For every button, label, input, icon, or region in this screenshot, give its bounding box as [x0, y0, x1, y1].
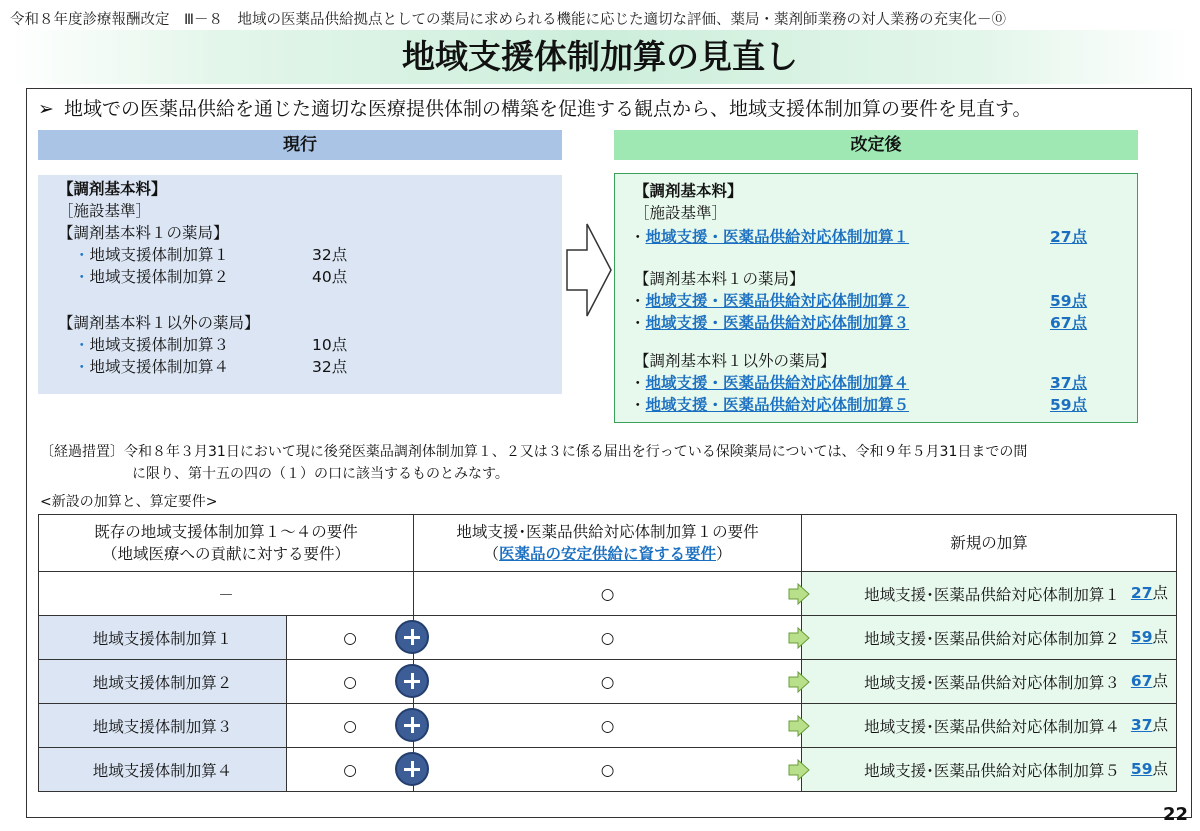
new-addition-name: 地域支援･医薬品供給対応体制加算２ [864, 629, 1120, 648]
revised-item-3-points: 67点 [1050, 314, 1088, 332]
transitional-note-line1: 〔経過措置〕令和８年３月31日において現に後発医薬品調剤体制加算１、２又は３に係る届出を行っている保険薬局については、令和９年５月31日までの間 [40, 444, 1028, 460]
revised-l2: ［施設基準］ [634, 204, 728, 222]
new-addition-points: 59点 [1130, 628, 1169, 646]
existing-cell: － [39, 572, 414, 616]
header-existing-line1: 既存の地域支援体制加算１～４の要件 [94, 523, 358, 541]
page-title: 地域支援体制加算の見直し [402, 37, 798, 76]
supply-requirement-mark: ○ [414, 748, 802, 792]
revised-item-2-name: 地域支援・医薬品供給対応体制加算２ [645, 292, 910, 310]
revised-l3: 【調剤基本料１の薬局】 [634, 270, 805, 288]
current-item-4 [74, 356, 229, 378]
lead-text: 地域での医薬品供給を通じた適切な医療提供体制の構築を促進する観点から、地域支援体制加算の要件を見直す。 [64, 98, 1032, 120]
new-addition-cell [802, 748, 1177, 792]
current-item-3 [74, 334, 229, 356]
revised-item-1-points: 27点 [1050, 228, 1088, 246]
header-new-addition: 新規の加算 [802, 515, 1177, 572]
bullet-dot-icon: ・ [74, 336, 90, 354]
current-l4: 【調剤基本料１以外の薬局】 [58, 314, 260, 332]
plus-circle-icon [395, 752, 429, 786]
new-addition-cell [802, 704, 1177, 748]
current-l3: 【調剤基本料１の薬局】 [58, 224, 229, 242]
supply-requirement-mark: ○ [414, 572, 802, 616]
new-addition-name: 地域支援･医薬品供給対応体制加算１ [864, 585, 1120, 604]
bullet-dot-icon: ・ [74, 358, 90, 376]
current-item-2-points: 40点 [312, 268, 348, 286]
new-addition-cell [802, 660, 1177, 704]
bullet-dot-icon: ・ [630, 396, 646, 414]
revised-item-2 [630, 290, 909, 312]
new-addition-points: 67点 [1130, 672, 1169, 690]
supply-requirement-mark: ○ [414, 660, 802, 704]
lead-statement [38, 94, 1031, 121]
new-addition-name: 地域支援･医薬品供給対応体制加算５ [864, 761, 1120, 780]
stable-supply-link: 医薬品の安定供給に資する要件 [499, 545, 717, 563]
plus-circle-icon [395, 664, 429, 698]
bullet-dot-icon: ・ [74, 246, 90, 264]
revised-item-4-points: 37点 [1050, 374, 1088, 392]
table-row [39, 572, 1177, 616]
page-number: 22 [1162, 804, 1188, 825]
current-l1: 【調剤基本料】 [58, 180, 167, 198]
existing-cell: 地域支援体制加算３ [39, 704, 287, 748]
revised-item-4 [630, 372, 909, 394]
existing-cell: 地域支援体制加算４ [39, 748, 287, 792]
plus-circle-icon [395, 708, 429, 742]
table-caption: <新設の加算と、算定要件> [40, 494, 218, 510]
current-item-4-points: 32点 [312, 358, 348, 376]
revised-item-5-points: 59点 [1050, 396, 1088, 414]
existing-cell: 地域支援体制加算２ [39, 660, 287, 704]
new-addition-cell [802, 616, 1177, 660]
revised-item-4-name: 地域支援・医薬品供給対応体制加算４ [645, 374, 910, 392]
header-supply-line1: 地域支援･医薬品供給対応体制加算１の要件 [456, 523, 759, 541]
bullet-dot-icon: ・ [630, 314, 646, 332]
header-supply-line2: （医薬品の安定供給に資する要件） [483, 545, 732, 563]
current-item-3-name: 地域支援体制加算３ [89, 336, 230, 354]
supply-requirement-mark: ○ [414, 616, 802, 660]
new-addition-points: 37点 [1130, 716, 1169, 734]
existing-requirement-mark: ○ [287, 704, 414, 748]
revised-item-2-points: 59点 [1050, 292, 1088, 310]
revised-l4: 【調剤基本料１以外の薬局】 [634, 352, 836, 370]
revised-item-5 [630, 394, 909, 416]
bullet-dot-icon: ・ [74, 268, 90, 286]
bullet-arrow-icon: ➢ [38, 98, 54, 120]
new-addition-points: 59点 [1130, 760, 1169, 778]
table-row [39, 616, 1177, 660]
new-addition-points: 27点 [1130, 584, 1169, 602]
breadcrumb: 令和８年度診療報酬改定 Ⅲ－８ 地域の医薬品供給拠点としての薬局に求められる機能に応じた適切な評価、薬局・薬剤師業務の対人業務の充実化－⓪ [10, 12, 1006, 28]
new-addition-name: 地域支援･医薬品供給対応体制加算４ [864, 717, 1120, 736]
bullet-dot-icon: ・ [630, 228, 646, 246]
new-addition-name: 地域支援･医薬品供給対応体制加算３ [864, 673, 1120, 692]
existing-requirement-mark: ○ [287, 660, 414, 704]
table-header-row [39, 515, 1177, 572]
current-item-2-name: 地域支援体制加算２ [89, 268, 230, 286]
current-item-3-points: 10点 [312, 336, 348, 354]
requirements-table [38, 514, 1177, 792]
row-arrow-icon [788, 583, 810, 605]
header-existing-line2: （地域医療への貢献に対する要件） [102, 545, 351, 563]
header-supply-requirements [414, 515, 802, 572]
table-row [39, 748, 1177, 792]
revised-item-1-name: 地域支援・医薬品供給対応体制加算１ [645, 228, 910, 246]
table-row [39, 704, 1177, 748]
current-item-4-name: 地域支援体制加算４ [89, 358, 230, 376]
transitional-note-line2: に限り、第十五の四の（１）の口に該当するものとみなす。 [132, 466, 509, 482]
bullet-dot-icon: ・ [630, 374, 646, 392]
existing-requirement-mark: ○ [287, 748, 414, 792]
current-item-2 [74, 266, 229, 288]
current-item-1-name: 地域支援体制加算１ [89, 246, 230, 264]
revised-item-3 [630, 312, 909, 334]
table-row [39, 660, 1177, 704]
transition-arrow-icon [565, 220, 613, 320]
revised-l1: 【調剤基本料】 [634, 182, 743, 200]
existing-requirement-mark: ○ [287, 616, 414, 660]
current-item-1-points: 32点 [312, 246, 348, 264]
revised-item-5-name: 地域支援・医薬品供給対応体制加算５ [645, 396, 910, 414]
header-existing-requirements [39, 515, 414, 572]
current-l2: ［施設基準］ [58, 202, 152, 220]
revised-item-3-name: 地域支援・医薬品供給対応体制加算３ [645, 314, 910, 332]
current-item-1 [74, 244, 229, 266]
revised-item-1 [630, 226, 909, 248]
row-arrow-icon [788, 627, 810, 649]
plus-circle-icon [395, 620, 429, 654]
bullet-dot-icon: ・ [630, 292, 646, 310]
row-arrow-icon [788, 715, 810, 737]
revised-heading: 改定後 [614, 130, 1138, 160]
current-heading: 現行 [38, 130, 562, 160]
supply-requirement-mark: ○ [414, 704, 802, 748]
new-addition-cell [802, 572, 1177, 616]
row-arrow-icon [788, 671, 810, 693]
existing-cell: 地域支援体制加算１ [39, 616, 287, 660]
row-arrow-icon [788, 759, 810, 781]
